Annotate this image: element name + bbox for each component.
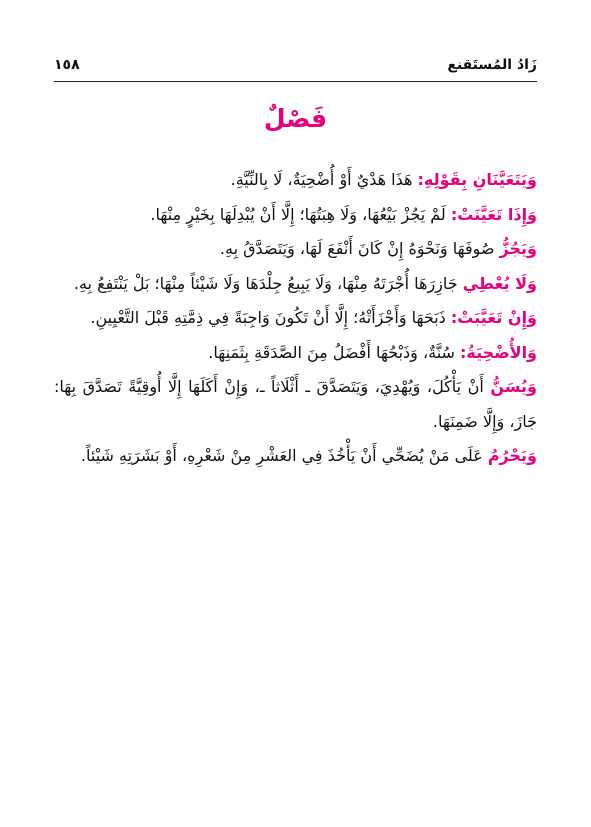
paragraph-keyword: وَإِذَا تَعَيَّنَتْ <box>457 204 537 224</box>
paragraph-text: صُوفَهَا وَنَحْوَهُ إِنْ كَانَ أَنْفَعَ لَهَا، وَيَتَصَدَّقُ بِهِ. <box>219 239 500 258</box>
paragraph-text: سُنَّةٌ، وَذَبْحُهَا أَفْضَلُ مِنَ الصَّدَقَةِ بِثَمَنِهَا. <box>208 342 461 362</box>
header-divider <box>54 81 537 82</box>
body-text <box>54 163 537 474</box>
paragraph-text: هَذَا هَدْيٌ أَوْ أُضْحِيَةٌ، لَا بِالنِّيَّةِ. <box>230 170 418 189</box>
paragraph-separator: : <box>450 204 458 224</box>
paragraph-keyword: وَيَتَعَيَّنَانِ بِقَوْلِهِ <box>423 170 537 189</box>
paragraph-3 <box>54 232 537 267</box>
paragraph-7 <box>54 370 537 439</box>
running-header <box>54 55 537 75</box>
section-title: فَصْلٌ <box>263 104 328 133</box>
paragraph-text: أَنْ يَأْكُلَ، وَيُهْدِيَ، وَيَتَصَدَّقَ ـ أَثْلَاثاً ـ، وَإِنْ أَكَلَهَا إِلَّا أُوقِيَّةً تَصَدَّقَ بِهَا: جَازَ، وَإِلَّا ضَمِنَهَا. <box>54 377 537 431</box>
paragraph-text: جَازِرَهَا أُجْرَتَهُ مِنْهَا، وَلَا يَبِيعُ جِلْدَهَا وَلَا شَيْئاً مِنْهَا؛ بَلْ يَنْتَفِعُ بِهِ. <box>73 273 463 293</box>
paragraph-text: عَلَى مَنْ يُضَحِّي أَنْ يَأْخُذَ فِي العَشْرِ مِنْ شَعْرِهِ، أَوْ بَشَرَتِهِ شَيْئاً. <box>80 446 488 465</box>
paragraph-keyword: وَإِنْ تَعَيَّبَتْ <box>457 308 537 327</box>
paragraph-8 <box>54 439 537 474</box>
paragraph-text: لَمْ يَجُزْ بَيْعُهَا، وَلَا هِبَتُهَا؛ إِلَّا أَنْ يُبْدِلَهَا بِخَيْرٍ مِنْهَا. <box>150 204 451 224</box>
book-title: زَادُ المُستَقنع <box>447 57 537 73</box>
paragraph-1 <box>54 163 537 198</box>
paragraph-5 <box>54 301 537 336</box>
paragraph-keyword: وَيُسَنُّ <box>490 377 537 396</box>
page-number: ١٥٨ <box>54 57 80 73</box>
paragraph-keyword: وَلَا يُعْطِي <box>462 273 537 293</box>
paragraph-text: ذَبَحَهَا وَأَجْزَأَتْهُ؛ إِلَّا أَنْ تَكُونَ وَاجِبَةً فِي ذِمَّتِهِ قَبْلَ التَّعْيِينِ. <box>90 308 451 327</box>
paragraph-separator: : <box>417 170 424 189</box>
paragraph-4 <box>54 267 537 302</box>
paragraph-keyword: وَالأُضْحِيَةُ <box>466 342 537 362</box>
paragraph-2 <box>54 198 537 233</box>
paragraph-keyword: وَيَجُزُّ <box>499 239 537 258</box>
paragraph-separator: : <box>460 342 467 362</box>
paragraph-6 <box>54 336 537 371</box>
paragraph-keyword: وَيَحْرُمُ <box>487 446 537 465</box>
paragraph-separator: : <box>450 308 458 327</box>
